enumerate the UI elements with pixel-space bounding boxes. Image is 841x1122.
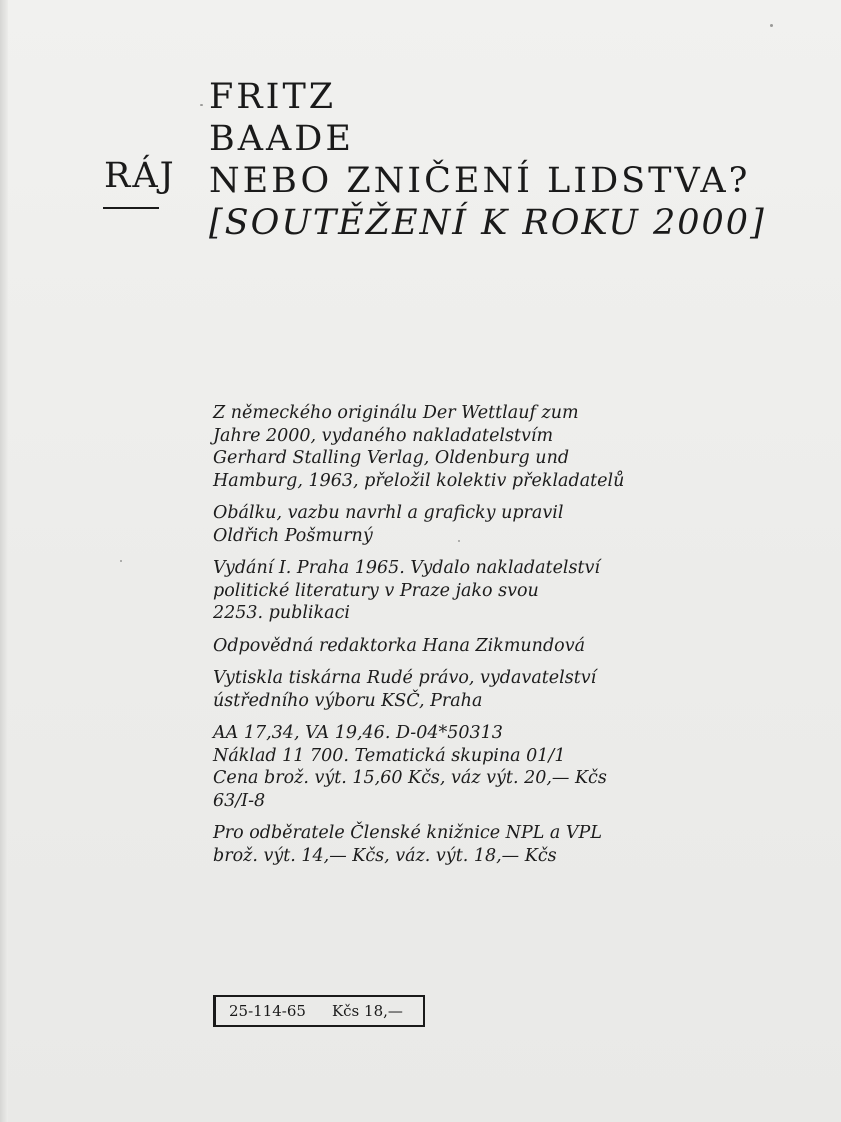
colophon-line: Náklad 11 700. Tematická skupina 01/1 <box>213 745 566 766</box>
price-box <box>213 995 425 1027</box>
colophon-editor <box>213 635 673 658</box>
colophon-line: 2253. publikaci <box>213 603 350 623</box>
colophon-line: Z německého originálu Der Wettlauf zum <box>213 403 579 423</box>
author-last-name: BAADE <box>209 119 354 159</box>
colophon <box>213 402 673 877</box>
catalog-code: 25-114-65 <box>229 1002 306 1020</box>
colophon-translation <box>213 402 673 492</box>
author-first-name: FRITZ <box>209 77 337 117</box>
colophon-design <box>213 502 673 547</box>
colophon-line: Oldřich Pošmurný <box>213 525 373 546</box>
paper-speck <box>458 540 460 542</box>
series-underline <box>103 207 159 209</box>
colophon-printer <box>213 667 673 712</box>
series-label: RÁJ <box>104 156 176 196</box>
colophon-line: Pro odběratele Členské knižnice NPL a VPL <box>213 823 602 843</box>
colophon-stats <box>213 722 673 812</box>
colophon-line: politické literatury v Praze jako svou <box>213 580 539 601</box>
colophon-line: Hamburg, 1963, přeložil kolektiv překladatelů <box>213 470 625 491</box>
book-title: NEBO ZNIČENÍ LIDSTVA? <box>209 161 751 201</box>
page-edge-shadow <box>0 0 8 1122</box>
paper-speck <box>770 24 773 27</box>
colophon-line: Vytiskla tiskárna Rudé právo, vydavatelství <box>213 668 597 688</box>
price-label: Kčs 18,— <box>331 1002 403 1020</box>
colophon-line: Obálku, vazbu navrhl a graficky upravil <box>213 503 564 523</box>
colophon-line: Odpovědná redaktorka Hana Zikmundová <box>213 635 586 656</box>
colophon-line: AA 17,34, VA 19,46. D-04*50313 <box>213 723 503 743</box>
colophon-line: 63/I-8 <box>213 790 266 811</box>
paper-speck <box>120 560 122 562</box>
colophon-line: brož. výt. 14,— Kčs, váz. výt. 18,— Kčs <box>213 845 557 866</box>
colophon-edition <box>213 557 673 625</box>
colophon-line: Gerhard Stalling Verlag, Oldenburg und <box>213 448 570 468</box>
colophon-line: Cena brož. výt. 15,60 Kčs, váz výt. 20,— Kčs <box>213 768 607 788</box>
paper-speck <box>200 104 203 106</box>
book-subtitle: [SOUTĚŽENÍ K ROKU 2000] <box>209 203 766 243</box>
colophon-line: ústředního výboru KSČ, Praha <box>213 690 483 711</box>
colophon-club <box>213 822 673 867</box>
colophon-line: Jahre 2000, vydaného nakladatelstvím <box>213 425 554 446</box>
title-block <box>209 76 766 244</box>
colophon-line: Vydání I. Praha 1965. Vydalo nakladatelství <box>213 558 601 578</box>
